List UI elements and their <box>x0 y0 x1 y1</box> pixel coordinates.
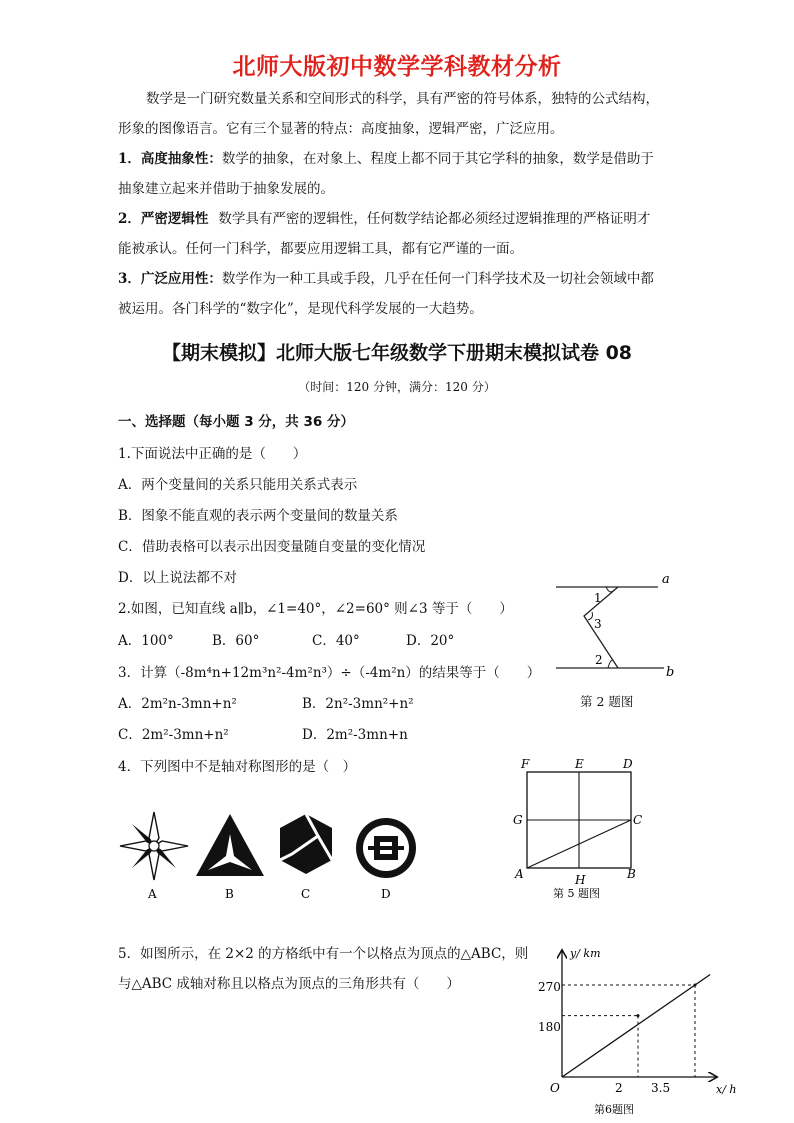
point-3-text-a: 数学作为一种工具或手段，几乎在任何一门科学技术及一切社会领域中都 <box>221 271 654 287</box>
y-axis-label: y/ km <box>570 947 601 960</box>
point-1 <box>118 144 678 174</box>
point-3 <box>118 264 678 294</box>
point-D: D <box>623 757 633 771</box>
q2-stem: 2.如图，已知直线 a∥b，∠1=40°，∠2=60° 则∠3 等于（ ） <box>118 601 513 617</box>
q6-graph <box>520 945 750 1121</box>
label-1: 1 <box>594 591 602 605</box>
y-tick-label-180: 180 <box>538 1020 561 1034</box>
q1-stem: 1.下面说法中正确的是（ ） <box>118 446 307 462</box>
point-2 <box>118 204 678 234</box>
q2-figure-caption: 第 2 题图 <box>580 694 634 709</box>
shape-a-compass-star <box>120 812 188 880</box>
angle-1-arc <box>606 587 614 592</box>
y-tick-label-270: 270 <box>538 980 561 994</box>
point-A: A <box>515 867 524 881</box>
q1-option-d: D．以上说法都不对 <box>118 570 237 586</box>
point-2-label: 2．严密逻辑性 <box>118 211 209 227</box>
intro-line-1: 数学是一门研究数量关系和空间形式的科学，具有严密的符号体系，独特的公式结构， <box>146 91 659 107</box>
shape-label-c: C <box>301 887 311 901</box>
q5-line-1: 5．如图所示，在 2×2 的方格纸中有一个以格点为顶点的△ABC，则 <box>118 946 529 962</box>
q2-option-b: B．60° <box>212 633 260 649</box>
q5-figure-caption: 第 5 题图 <box>553 887 600 900</box>
q3-option-c: C．2m²-3mn+n² <box>118 727 229 743</box>
q4-shapes <box>118 810 418 905</box>
q4-stem: 4．下列图中不是轴对称图形的是（ ） <box>118 759 357 775</box>
point-3-label: 3．广泛应用性： <box>118 271 222 287</box>
point-3-cont: 被运用。各门科学的“数字化”，是现代科学发展的一大趋势。 <box>118 301 483 317</box>
point-H: H <box>575 873 586 887</box>
q1-option-a: A．两个变量间的关系只能用关系式表示 <box>118 477 358 493</box>
q3-stem: 3．计算（-8m⁴n+12m³n²-4m²n³）÷（-4m²n）的结果等于（ ） <box>118 665 541 681</box>
shape-label-d: D <box>381 887 391 901</box>
series-line <box>562 974 710 1077</box>
shape-label-b: B <box>225 887 234 901</box>
point-1-cont: 抽象建立起来并借助于抽象发展的。 <box>118 181 334 197</box>
shape-c-hexagon <box>280 814 332 874</box>
shape-label-a: A <box>148 887 157 901</box>
point-2-text-a: 数学具有严密的逻辑性，任何数学结论都必须经过逻辑推理的严格证明才 <box>218 211 651 227</box>
intro-paragraph <box>118 84 678 324</box>
angle-3-arc <box>588 612 593 620</box>
point-C: C <box>633 813 643 827</box>
exam-title: 【期末模拟】北师大版七年级数学下册期末模拟试卷 08 <box>161 342 633 364</box>
q3-option-d: D．2m²-3mn+n <box>302 727 408 743</box>
q6-figure-caption: 第6题图 <box>594 1103 634 1116</box>
point-1-text-a: 数学的抽象，在对象上、程度上都不同于其它学科的抽象，数学是借助于 <box>221 151 654 167</box>
q2-option-a: A．100° <box>118 633 174 649</box>
document-title: 北师大版初中数学学科教材分析 <box>232 54 562 80</box>
x-tick-label-3-5: 3.5 <box>651 1081 671 1095</box>
origin-label: O <box>550 1081 560 1095</box>
label-b: b <box>666 665 675 680</box>
point-F: F <box>521 757 530 771</box>
shape-d-coin <box>356 818 416 878</box>
point-1-label: 1．高度抽象性： <box>118 151 222 167</box>
data-point-2 <box>694 984 697 987</box>
q2-option-d: D．20° <box>406 633 455 649</box>
x-axis-label: x/ h <box>716 1083 737 1096</box>
point-G: G <box>513 813 523 827</box>
point-E: E <box>575 757 584 771</box>
x-tick-label-2: 2 <box>615 1081 623 1095</box>
point-B: B <box>627 867 636 881</box>
q5-line-2: 与△ABC 成轴对称且以格点为顶点的三角形共有（ ） <box>118 976 460 992</box>
shape-b-triangle <box>196 814 264 876</box>
angle-2-arc <box>608 660 613 668</box>
q3-option-b: B．2n²-3mn²+n² <box>302 696 414 712</box>
section-1-heading: 一、选择题（每小题 3 分，共 36 分） <box>118 414 354 430</box>
intro-line-2: 形象的图像语言。它有三个显著的特点：高度抽象，逻辑严密，广泛应用。 <box>118 121 564 137</box>
q1-option-b: B．图象不能直观的表示两个变量间的数量关系 <box>118 508 398 524</box>
q2-option-c: C．40° <box>312 633 360 649</box>
q1-option-c: C．借助表格可以表示出因变量随自变量的变化情况 <box>118 539 426 555</box>
q3-option-a: A．2m²n-3mn+n² <box>118 696 237 712</box>
point-2-cont: 能被承认。任何一门科学，都要应用逻辑工具，都有它严谨的一面。 <box>118 241 523 257</box>
data-point-1 <box>637 1014 640 1017</box>
exam-time: （时间：120 分钟，满分：120 分） <box>298 380 496 394</box>
q5-figure <box>505 752 655 902</box>
q2-figure <box>550 570 690 680</box>
label-3: 3 <box>594 617 602 631</box>
label-2: 2 <box>595 653 603 667</box>
label-a: a <box>662 572 670 587</box>
